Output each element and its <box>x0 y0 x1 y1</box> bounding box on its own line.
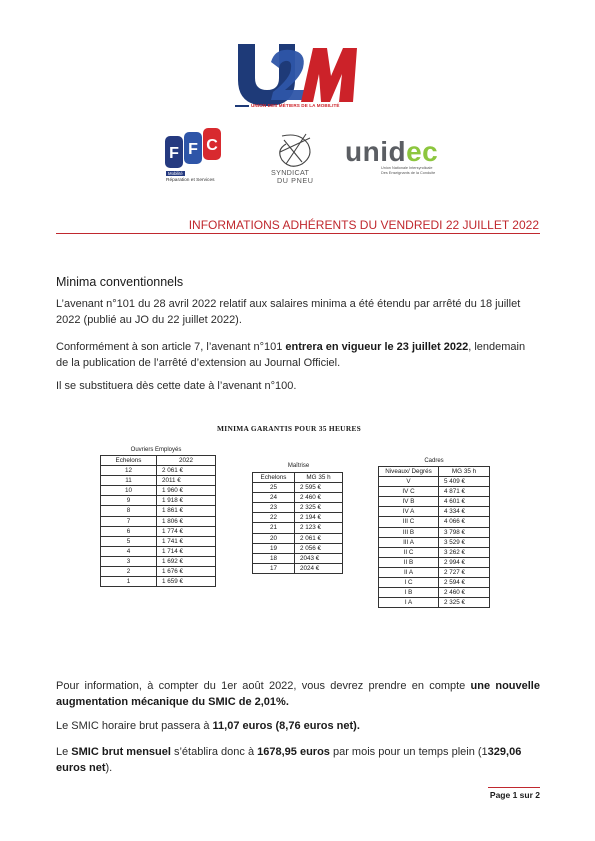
table-cell-amount: 2 460 € <box>439 588 490 598</box>
paragraph-4-emphasis: une nouvelle augmentation mécanique du SMIC de 2,01%. <box>56 680 540 708</box>
paragraph-6-text-g: ). <box>105 761 113 774</box>
table-cell-level: I C <box>379 578 439 588</box>
table-cell-amount: 2 123 € <box>295 523 343 533</box>
table-row <box>253 493 343 503</box>
unidec-subtitle-2: Des Enseignants de la Conduite <box>381 171 436 175</box>
paragraph-entree-en-vigueur <box>56 340 540 371</box>
table-cell-level: IV A <box>379 507 439 517</box>
table-row <box>101 476 216 486</box>
table-cell-level: II C <box>379 547 439 557</box>
document-title: INFORMATIONS ADHÉRENTS DU VENDREDI 22 JUILLET 2022 <box>188 218 539 232</box>
table-cell-level: II A <box>379 567 439 577</box>
table-row <box>253 523 343 533</box>
table-cell-level: 20 <box>253 533 295 543</box>
table-row <box>253 533 343 543</box>
paragraph-6-emphasis-3: 329,06 euros net <box>56 746 522 774</box>
table-cell-amount: 3 529 € <box>439 537 490 547</box>
svg-text:C: C <box>206 137 218 154</box>
table-row <box>379 517 490 527</box>
table-cell-level: II B <box>379 557 439 567</box>
table-row <box>379 497 490 507</box>
table-cell-amount: 2 727 € <box>439 567 490 577</box>
table-cell-amount: 2 994 € <box>439 557 490 567</box>
table-cell-level: III C <box>379 517 439 527</box>
table-cell-amount: 2 325 € <box>295 503 343 513</box>
table-cell-amount: 2 460 € <box>295 493 343 503</box>
u2m-tagline: UNION DES MÉTIERS DE LA MOBILITÉ <box>235 103 365 108</box>
paragraph-6-emphasis-1: SMIC brut mensuel <box>71 746 171 758</box>
table-header: MG 35 h <box>295 473 343 483</box>
table-row <box>379 537 490 547</box>
table-cell-level: 1 <box>101 577 157 587</box>
table-cell-level: 3 <box>101 556 157 566</box>
table-cell-amount: 3 262 € <box>439 547 490 557</box>
u2m-logo <box>235 40 360 112</box>
ouvriers-table <box>100 455 216 587</box>
table-cell-amount: 1 692 € <box>157 556 216 566</box>
table-row <box>101 567 216 577</box>
ouvriers-table-body <box>101 466 216 587</box>
maitrise-table <box>252 472 343 574</box>
table-cell-level: 23 <box>253 503 295 513</box>
table-cell-amount: 2024 € <box>295 563 343 573</box>
paragraph-substitution: Il se substituera dès cette date à l’avenant n°100. <box>56 380 297 392</box>
header-divider <box>56 233 540 234</box>
table-cell-level: 10 <box>101 486 157 496</box>
table-cell-amount: 3 798 € <box>439 527 490 537</box>
table-cell-amount: 2 061 € <box>157 466 216 476</box>
paragraph-6-text-a: Le <box>56 746 72 758</box>
table-cell-amount: 2 325 € <box>439 598 490 608</box>
table-row <box>253 483 343 493</box>
table-row <box>101 526 216 536</box>
unidec-logo-green: ec <box>406 136 439 167</box>
table-cell-level: 17 <box>253 563 295 573</box>
table-cell-level: IV C <box>379 487 439 497</box>
table-cell-amount: 2 595 € <box>295 483 343 493</box>
table-cell-level: V <box>379 477 439 487</box>
ouvriers-table-caption: Ouvriers Employés <box>130 447 182 453</box>
paragraph-avenant-101: L’avenant n°101 du 28 avril 2022 relatif aux salaires minima a été étendu par arrêté du 18 juillet 2022 (publié au JO du 22 juillet 2022). <box>56 298 521 326</box>
svg-text:F: F <box>188 141 198 158</box>
table-header: Echelons <box>253 473 295 483</box>
table-cell-level: 19 <box>253 543 295 553</box>
table-cell-amount: 1 918 € <box>157 496 216 506</box>
table-header: Echelons <box>101 456 157 466</box>
table-cell-level: 9 <box>101 496 157 506</box>
table-cell-level: 4 <box>101 546 157 556</box>
table-row <box>101 506 216 516</box>
table-row <box>379 567 490 577</box>
table-cell-level: 11 <box>101 476 157 486</box>
table-cell-amount: 2011 € <box>157 476 216 486</box>
page-number: Page 1 sur 2 <box>489 790 540 800</box>
paragraph-6-text-c: s’établira donc à <box>170 746 258 758</box>
table-row <box>379 547 490 557</box>
table-cell-amount: 1 806 € <box>157 516 216 526</box>
table-row <box>253 503 343 513</box>
svg-text:F: F <box>169 145 179 162</box>
du-pneu-label: DU PNEU <box>277 176 314 185</box>
table-cell-amount: 2 194 € <box>295 513 343 523</box>
cadres-table-body <box>379 477 490 608</box>
table-cell-amount: 4 066 € <box>439 517 490 527</box>
table-cell-level: 25 <box>253 483 295 493</box>
table-row <box>101 496 216 506</box>
unidec-subtitle-1: Union Nationale Intersyndicale <box>381 166 433 170</box>
table-row <box>379 557 490 567</box>
table-cell-level: I B <box>379 588 439 598</box>
table-row <box>253 543 343 553</box>
table-row <box>101 486 216 496</box>
table-cell-level: I A <box>379 598 439 608</box>
paragraph-smic-horaire <box>56 719 540 735</box>
ffc-label-services: Réparation et Services <box>166 178 215 183</box>
table-cell-level: 6 <box>101 526 157 536</box>
table-row <box>379 507 490 517</box>
table-cell-level: 24 <box>253 493 295 503</box>
table-cell-amount: 2 056 € <box>295 543 343 553</box>
syndicat-label: SYNDICAT <box>271 168 310 177</box>
table-header: 2022 <box>157 456 216 466</box>
table-cell-level: III A <box>379 537 439 547</box>
cadres-table-caption: Cadres <box>424 458 444 464</box>
table-row <box>101 466 216 476</box>
minima-table-title: MINIMA GARANTIS POUR 35 HEURES <box>217 424 362 433</box>
unidec-logo <box>345 137 438 167</box>
table-cell-amount: 2 061 € <box>295 533 343 543</box>
table-cell-amount: 1 676 € <box>157 567 216 577</box>
footer-divider <box>488 787 540 788</box>
table-row <box>253 513 343 523</box>
table-cell-amount: 1 861 € <box>157 506 216 516</box>
table-cell-amount: 4 334 € <box>439 507 490 517</box>
maitrise-table-caption: Maîtrise <box>287 463 310 469</box>
table-cell-level: III B <box>379 527 439 537</box>
paragraph-5-text-a: Le SMIC horaire brut passera à <box>56 720 213 732</box>
paragraph-6-emphasis-2: 1678,95 euros <box>257 746 330 758</box>
table-row <box>253 563 343 573</box>
paragraph-smic-mensuel <box>56 745 540 776</box>
maitrise-table-body <box>253 483 343 574</box>
paragraph-smic-augmentation <box>56 679 540 710</box>
paragraph-6-text-e: par mois pour un temps plein (1 <box>329 746 488 758</box>
table-row <box>379 598 490 608</box>
table-cell-level: 22 <box>253 513 295 523</box>
cadres-table <box>378 466 490 608</box>
table-cell-level: 21 <box>253 523 295 533</box>
table-cell-amount: 1 659 € <box>157 577 216 587</box>
table-row <box>101 536 216 546</box>
table-header: MG 35 h <box>439 467 490 477</box>
table-row <box>101 516 216 526</box>
table-cell-level: 7 <box>101 516 157 526</box>
table-cell-amount: 1 774 € <box>157 526 216 536</box>
paragraph-2-text-c: , lendemain de la publication de l’arrêté d’extension au Journal Officiel. <box>56 341 526 369</box>
table-cell-level: 5 <box>101 536 157 546</box>
unidec-logo-grey: unid <box>345 136 407 167</box>
table-row <box>379 477 490 487</box>
table-row <box>379 487 490 497</box>
table-cell-amount: 1 714 € <box>157 546 216 556</box>
table-cell-amount: 1 960 € <box>157 486 216 496</box>
table-row <box>253 553 343 563</box>
table-cell-level: IV B <box>379 497 439 507</box>
table-cell-amount: 4 601 € <box>439 497 490 507</box>
table-cell-amount: 4 871 € <box>439 487 490 497</box>
table-row <box>379 527 490 537</box>
table-cell-level: 12 <box>101 466 157 476</box>
table-row <box>379 588 490 598</box>
section-title: Minima conventionnels <box>56 275 184 289</box>
table-cell-amount: 1 741 € <box>157 536 216 546</box>
table-cell-level: 2 <box>101 567 157 577</box>
table-row <box>101 556 216 566</box>
table-header: Niveaux/ Degrés <box>379 467 439 477</box>
table-cell-amount: 5 409 € <box>439 477 490 487</box>
table-cell-amount: 2043 € <box>295 553 343 563</box>
paragraph-5-emphasis: 11,07 euros (8,76 euros net). <box>212 720 360 732</box>
table-row <box>379 578 490 588</box>
ffc-label-mobilite: Mobilité <box>168 171 183 176</box>
paragraph-4-text-a: Pour information, à compter du 1er août 2022, vous devrez prendre en compte <box>56 680 471 692</box>
table-cell-level: 18 <box>253 553 295 563</box>
table-row <box>101 577 216 587</box>
table-cell-level: 8 <box>101 506 157 516</box>
table-row <box>101 546 216 556</box>
table-cell-amount: 2 594 € <box>439 578 490 588</box>
paragraph-2-text-a: Conformément à son article 7, l’avenant n°101 <box>56 341 286 353</box>
paragraph-2-emphasis: entrera en vigueur le 23 juillet 2022 <box>285 341 469 353</box>
